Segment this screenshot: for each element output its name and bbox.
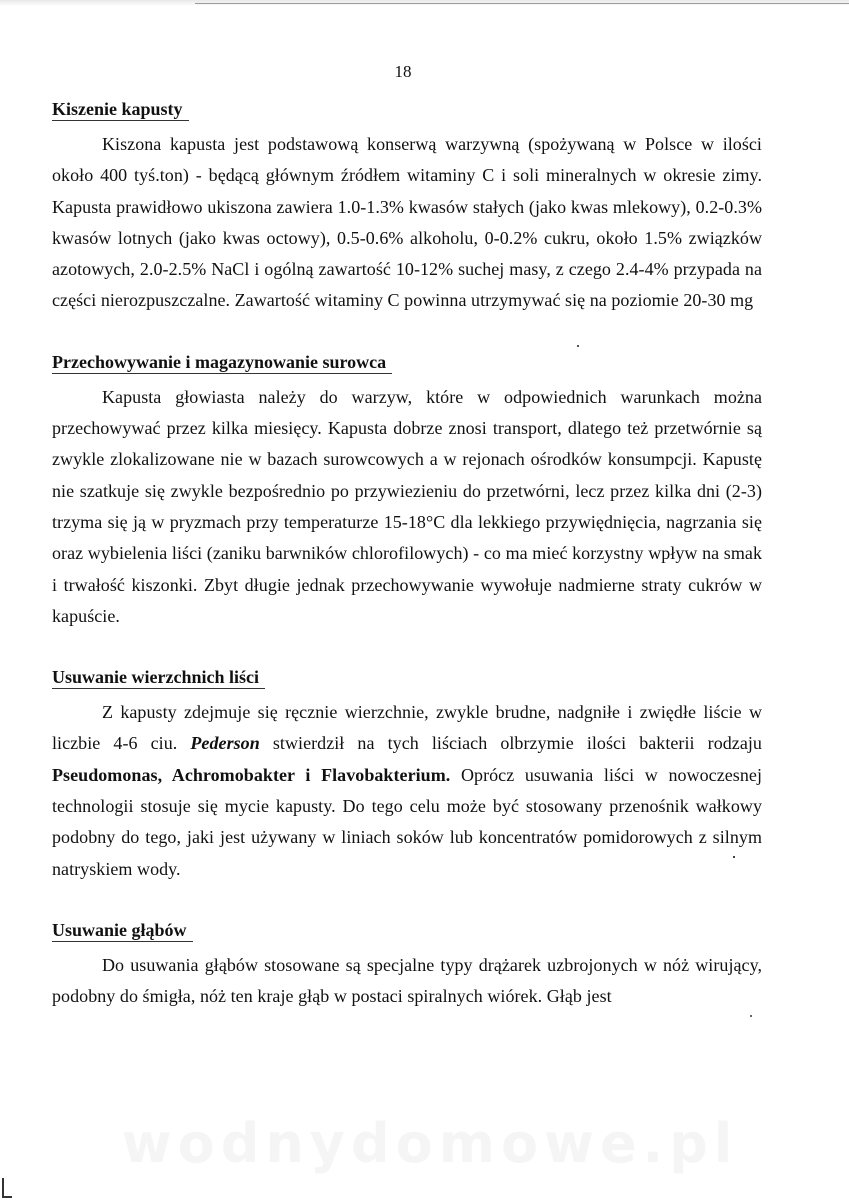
document-body [52, 98, 762, 1013]
page-number: 18 [394, 62, 412, 81]
bacteria-genera: Pseudomonas, Achromobakter i Flavobakterium. [52, 764, 451, 785]
section-kiszenie-kapusty [52, 98, 762, 317]
paragraph-text: Oprócz usuwania liści w nowoczesnej technologii stosuje się mycie kapusty. Do tego celu może być stosowany przenośnik wałkowy podobny do tego, jaki jest używany w liniach soków lub koncentratów pomidorowych z silnym natryskiem wody. [52, 764, 762, 879]
section-paragraph [52, 697, 762, 885]
section-heading: Kiszenie kapusty [52, 98, 189, 121]
section-heading: Usuwanie wierzchnich liści [52, 666, 265, 689]
section-paragraph: Kiszona kapusta jest podstawową konserwą warzywną (spożywaną w Polsce w ilości około 400 tyś.ton) - będącą głównym źródłem witaminy C i soli mineralnych w okresie zimy. Kapusta prawidłowo ukiszona zawiera 1.0-1.3% kwasów stałych (jako kwas mlekowy), 0.2-0.3% kwasów lotnych (jako kwas octowy), 0.5-0.6% alkoholu, 0-0.2% cukru, około 1.5% związków azotowych, 2.0-2.5% NaCl i ogólną zawartość 10-12% suchej masy, z czego 2.4-4% przypada na części nierozpuszczalne. Zawartość witaminy C powinna utrzymywać się na poziomie 20-30 mg [52, 134, 762, 311]
paragraph-text: Z kapusty zdejmuje się ręcznie wierzchnie, zwykle brudne, nadgniłe i zwiędłe liście w liczbie 4-6 ciu. [52, 702, 762, 754]
author-name: Pederson [190, 733, 260, 754]
section-heading: Usuwanie głąbów [52, 919, 193, 942]
scan-line [195, 3, 849, 4]
section-paragraph: Do usuwania głąbów stosowane są specjalne typy drążarek uzbrojonych w nóż wirujący, podobny do śmigła, nóż ten kraje głąb w postaci spiralnych wiórek. Głąb jest [52, 954, 762, 1007]
paragraph-text: stwierdził na tych liściach olbrzymie ilości bakterii rodzaju [259, 733, 762, 754]
scan-corner-mark [2, 1178, 12, 1198]
scan-speck [733, 856, 735, 858]
section-paragraph: Kapusta głowiasta należy do warzyw, które w odpowiednich warunkach można przechowywać przez kilka miesięcy. Kapusta dobrze znosi transport, dlatego też przetwórnie są zwykle zlokalizowane nie w bazach surowcowych a w rejonach ośrodków konsumpcji. Kapustę nie szatkuje się zwykle bezpośrednio po przywiezieniu do przetwórni, lecz przez kilka dni (2-3) trzyma się ją w pryzmach przy temperaturze 15-18°C dla lekkiego przywiędnięcia, nagrzania się oraz wybielenia liści (zaniku barwników chlorofilowych) - co ma mieć korzystny wpływ na smak i trwałość kiszonki. Zbyt długie jednak przechowywanie wywołuje nadmierne straty cukrów w kapuście. [52, 386, 762, 626]
section-heading: Przechowywanie i magazynowanie surowca [52, 351, 392, 374]
section-usuwanie-lisci [52, 666, 762, 885]
section-usuwanie-glabow [52, 919, 762, 1013]
section-przechowywanie [52, 351, 762, 632]
watermark: wodnydomowe.pl [121, 1112, 739, 1175]
scan-speck [577, 345, 579, 347]
scan-speck [750, 1015, 752, 1017]
